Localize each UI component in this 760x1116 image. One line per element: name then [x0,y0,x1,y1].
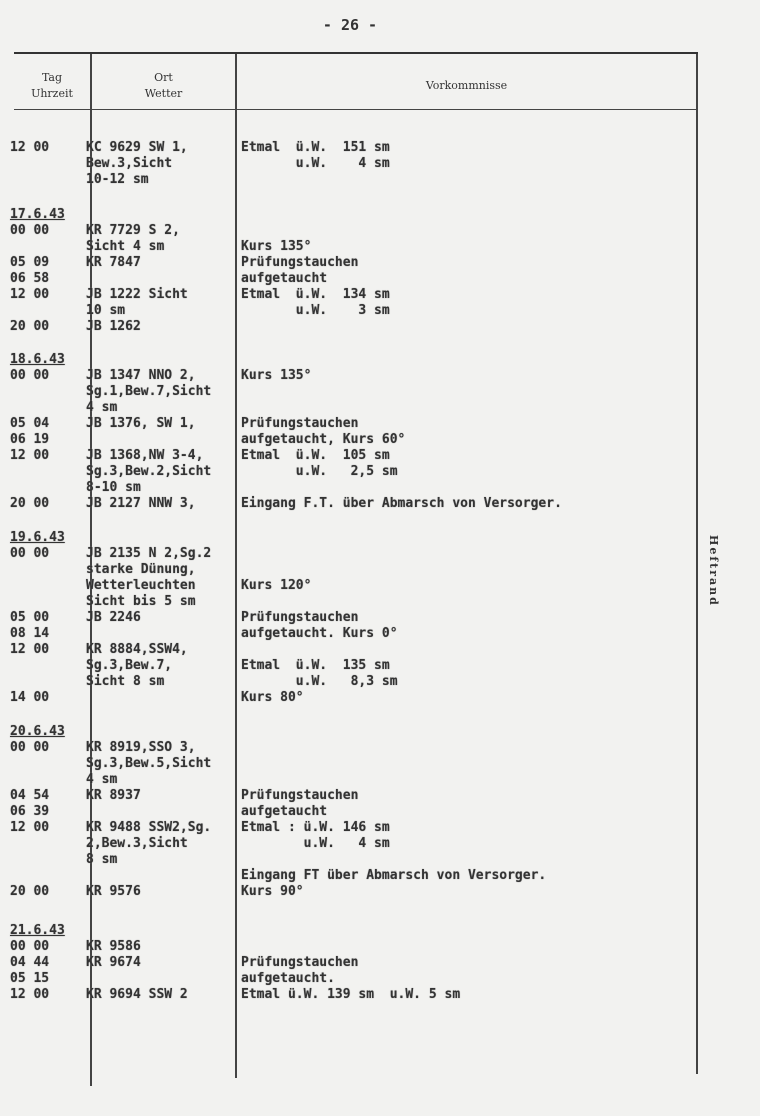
margin-label: Heftrand [707,535,720,607]
entry-location-weather: KR 9576 [86,884,141,899]
entry-location-weather: KR 8884,SSW4, [86,642,188,657]
entry-event: Etmal ü.W. 105 sm [241,448,390,463]
header-ort: Ort [154,71,173,84]
entry-event: Kurs 135° [241,239,312,254]
entry-location-weather: Sicht 4 sm [86,239,165,254]
entry-location-weather: 8 sm [86,852,118,867]
entry-date: 18.6.43 [10,352,65,367]
entry-date: 21.6.43 [10,923,65,938]
entry-time: 00 00 [10,939,50,954]
entry-time: 04 44 [10,955,50,970]
entry-event: Kurs 80° [241,690,304,705]
entry-event: Eingang FT über Abmarsch von Versorger. [241,868,547,883]
entry-event: Prüfungstauchen [241,610,359,625]
entry-time: 20 00 [10,319,50,334]
entry-time: 12 00 [10,287,50,302]
entry-event: Kurs 135° [241,368,312,383]
entry-location-weather: Bew.3,Sicht [86,156,173,171]
entry-event: u.W. 8,3 sm [241,674,398,689]
entry-location-weather: KC 9629 SW 1, [86,140,188,155]
entry-event: u.W. 4 sm [241,156,390,171]
entry-location-weather: JB 1222 Sicht [86,287,188,302]
entry-time: 00 00 [10,546,50,561]
entry-time: 05 15 [10,971,50,986]
entry-location-weather: 4 sm [86,772,118,787]
entry-time: 00 00 [10,740,50,755]
entry-time: 08 14 [10,626,50,641]
entry-event: aufgetaucht [241,804,328,819]
entry-time: 20 00 [10,884,50,899]
entry-location-weather: JB 1368,NW 3-4, [86,448,204,463]
entry-time: 12 00 [10,642,50,657]
entry-location-weather: 2,Bew.3,Sicht [86,836,188,851]
entry-time: 06 39 [10,804,50,819]
entry-location-weather: KR 9694 SSW 2 [86,987,188,1002]
entry-event: aufgetaucht. Kurs 0° [241,626,398,641]
entry-event: aufgetaucht. [241,971,335,986]
entry-location-weather: 10-12 sm [86,172,149,187]
entry-event: u.W. 3 sm [241,303,390,318]
entry-location-weather: Wetterleuchten [86,578,196,593]
entry-location-weather: Sicht 8 sm [86,674,165,689]
entry-time: 20 00 [10,496,50,511]
entry-time: 06 58 [10,271,50,286]
header-tag: Tag [41,71,63,84]
entry-event: u.W. 4 sm [241,836,390,851]
entry-time: 06 19 [10,432,50,447]
entry-time: 12 00 [10,987,50,1002]
entry-location-weather: KR 8919,SSO 3, [86,740,196,755]
entry-time: 05 00 [10,610,50,625]
entry-time: 14 00 [10,690,50,705]
entry-time: 05 09 [10,255,50,270]
entry-event: Etmal ü.W. 139 sm u.W. 5 sm [241,987,461,1002]
entry-time: 00 00 [10,368,50,383]
entry-event: Kurs 120° [241,578,312,593]
header-top-rule [14,52,698,54]
entry-location-weather: KR 7729 S 2, [86,223,180,238]
entry-location-weather: 8-10 sm [86,480,141,495]
entry-location-weather: JB 2127 NNW 3, [86,496,196,511]
entry-time: 05 04 [10,416,50,431]
entry-time: 00 00 [10,223,50,238]
entry-location-weather: Sg.3,Bew.2,Sicht [86,464,212,479]
entry-location-weather: JB 1347 NNO 2, [86,368,196,383]
header-wetter: Wetter [144,87,183,100]
entry-event: Prüfungstauchen [241,788,359,803]
entry-location-weather: Sicht bis 5 sm [86,594,196,609]
entry-event: Etmal ü.W. 151 sm [241,140,390,155]
entry-event: Prüfungstauchen [241,955,359,970]
entry-event: Etmal : ü.W. 146 sm [241,820,390,835]
entry-time: 12 00 [10,140,50,155]
entry-time: 04 54 [10,788,50,803]
entry-location-weather: KR 7847 [86,255,141,270]
entry-location-weather: Sg.3,Bew.7, [86,658,173,673]
header-bottom-rule [14,109,698,110]
column-divider-2 [235,54,237,1078]
entry-location-weather: 10 sm [86,303,126,318]
entry-location-weather: Sg.1,Bew.7,Sicht [86,384,212,399]
entry-event: Eingang F.T. über Abmarsch von Versorger. [241,496,562,511]
header-ort-wetter [92,70,235,102]
entry-location-weather: Sg.3,Bew.5,Sicht [86,756,212,771]
entry-location-weather: starke Dünung, [86,562,196,577]
entry-location-weather: KR 9674 [86,955,141,970]
entry-time: 12 00 [10,448,50,463]
entry-location-weather: JB 1376, SW 1, [86,416,196,431]
entry-location-weather: 4 sm [86,400,118,415]
entry-location-weather: JB 2135 N 2,Sg.2 [86,546,212,561]
entry-date: 17.6.43 [10,207,65,222]
entry-event: Etmal ü.W. 134 sm [241,287,390,302]
entry-date: 20.6.43 [10,724,65,739]
entry-event: Prüfungstauchen [241,416,359,431]
header-vorkommnisse: Vorkommnisse [425,79,508,92]
entry-event: Prüfungstauchen [241,255,359,270]
entry-event: aufgetaucht [241,271,328,286]
entry-date: 19.6.43 [10,530,65,545]
entry-location-weather: JB 1262 [86,319,141,334]
header-uhrzeit: Uhrzeit [31,87,73,100]
entry-event: aufgetaucht, Kurs 60° [241,432,406,447]
entry-event: u.W. 2,5 sm [241,464,398,479]
entry-event: Etmal ü.W. 135 sm [241,658,390,673]
entry-location-weather: KR 8937 [86,788,141,803]
entry-location-weather: KR 9488 SSW2,Sg. [86,820,212,835]
column-divider-3 [696,54,698,1074]
entry-location-weather: KR 9586 [86,939,141,954]
entry-time: 12 00 [10,820,50,835]
header-tag-uhrzeit [14,70,90,102]
entry-location-weather: JB 2246 [86,610,141,625]
entry-event: Kurs 90° [241,884,304,899]
page-number: - 26 - [322,16,378,34]
